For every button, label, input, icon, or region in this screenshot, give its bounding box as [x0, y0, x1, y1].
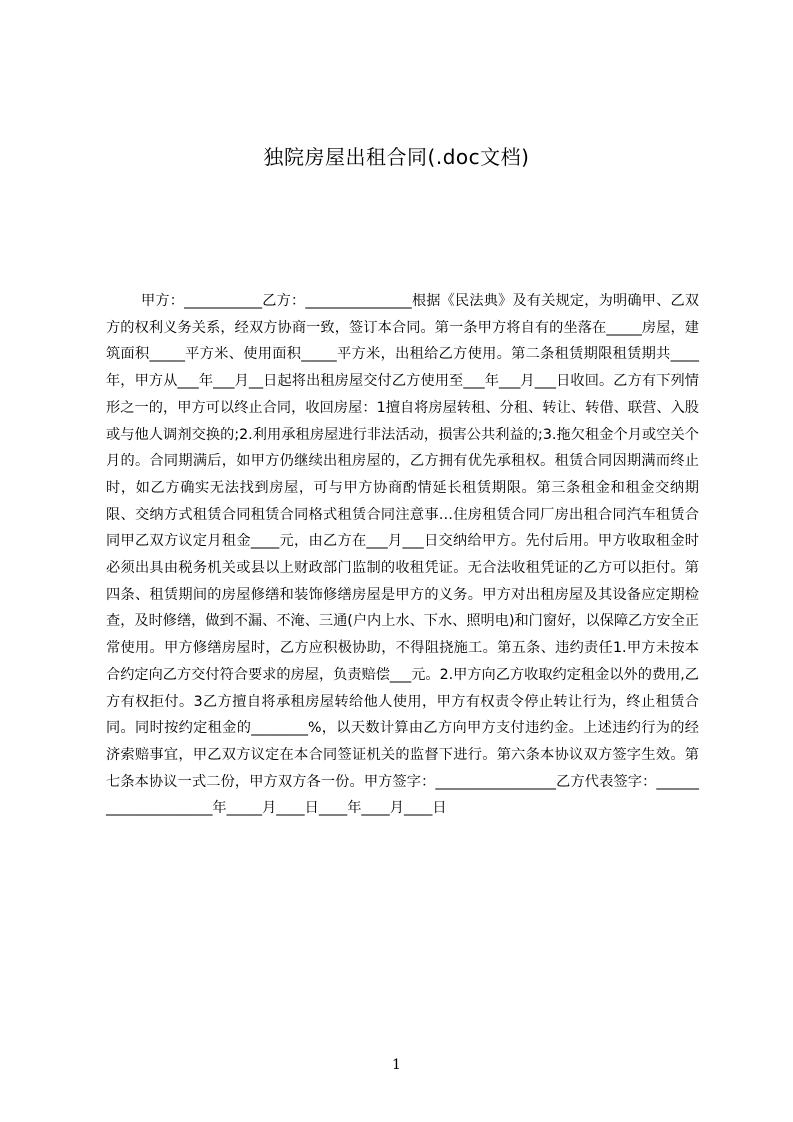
contract-body-text: 甲方：___________乙方：_______________根据《民法典》及有关规定，为明确甲、乙双方的权利义务关系，经双方协商一致，签订本合同。第一条甲方将自有的坐落在_____房屋，建筑面积_____平方米、使用面积_____平方米，出租给乙方使用。第二条租赁期限租赁期共____年，甲方从___年___月__日起将出租房屋交付乙方使用至___年___月___日收回。乙方有下列情形之一的，甲方可以终止合同，收回房屋：1擅自将房屋转租、分租、转让、转借、联营、入股或与他人调剂交换的;2.利用承租房屋进行非法活动，损害公共利益的;3.拖欠租金个月或空关个月的。合同期满后，如甲方仍继续出租房屋的，乙方拥有优先承租权。租赁合同因期满而终止时，如乙方确实无法找到房屋，可与甲方协商酌情延长租赁期限。第三条租金和租金交纳期限、交纳方式租赁合同租赁合同格式租赁合同注意事…住房租赁合同厂房出租合同汽车租赁合同甲乙双方议定月租金____元，由乙方在___月___日交纳给甲方。先付后用。甲方收取租金时必须出具由税务机关或县以上财政部门监制的收租凭证。无合法收租凭证的乙方可以拒付。第四条、租赁期间的房屋修缮和装饰修缮房屋是甲方的义务。甲方对出租房屋及其设备应定期检查，及时修缮，做到不漏、不淹、三通(户内上水、下水、照明电)和门窗好，以保障乙方安全正常使用。甲方修缮房屋时，乙方应积极协助，不得阻挠施工。第五条、违约责任1.甲方未按本合约定向乙方交付符合要求的房屋，负责赔偿___元。2.甲方向乙方收取约定租金以外的费用,乙方有权拒付。3乙方擅自将承租房屋转给他人使用，甲方有权责令停止转让行为，终止租赁合同。同时按约定租金的________%，以天数计算由乙方向甲方支付违约金。上述违约行为的经济索赔事宜，甲乙双方议定在本合同签证机关的监督下进行。第六条本协议双方签字生效。第七条本协议一式二份，甲方双方各一份。甲方签字：_________________乙方代表签字：_____________________年_____月____日____年____月____日 — [106, 293, 699, 817]
document-title: 独院房屋出租合同(.doc文档) — [263, 145, 530, 169]
page-number: 1 — [392, 1057, 401, 1073]
